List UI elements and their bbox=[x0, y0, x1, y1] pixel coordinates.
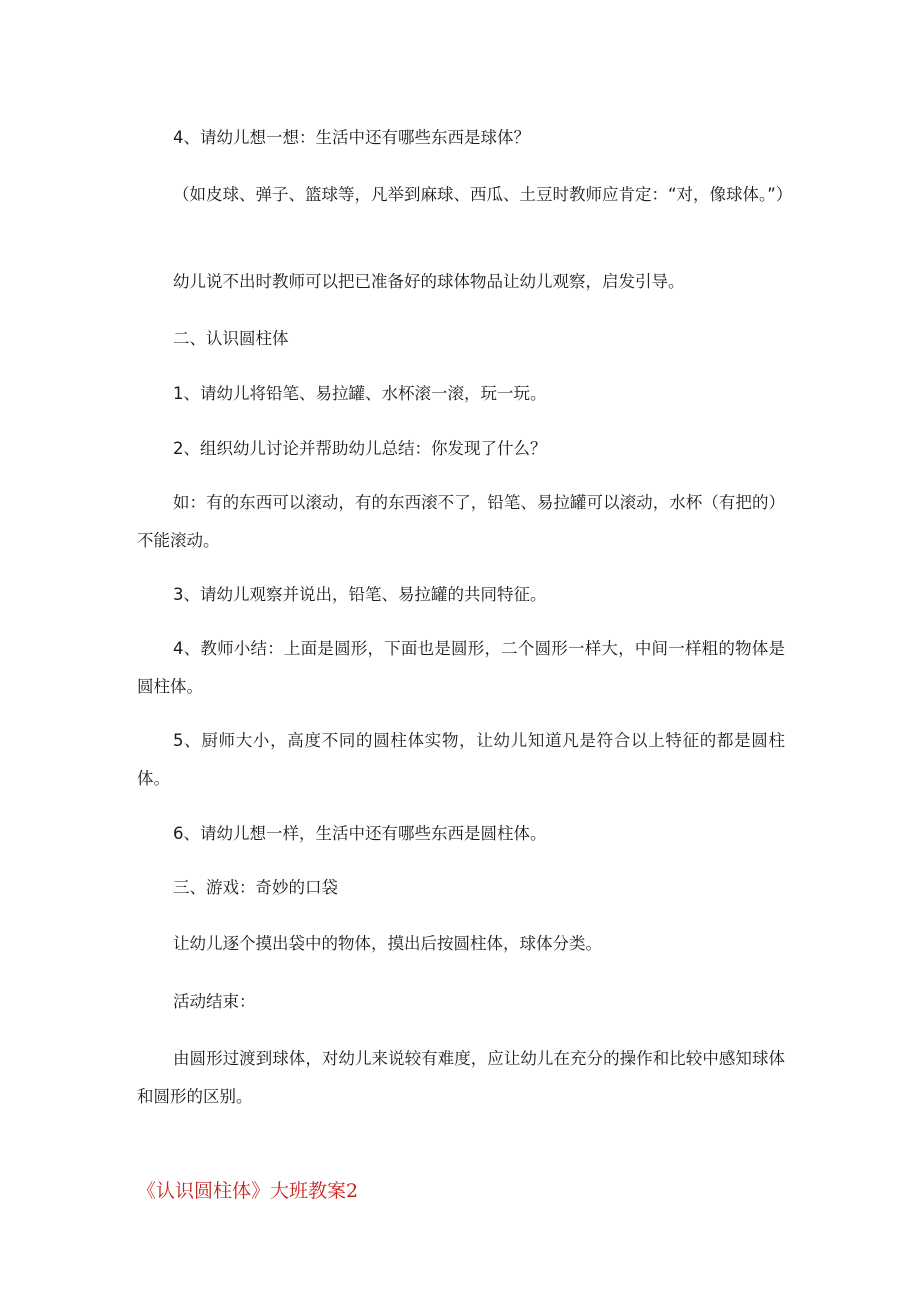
paragraph-step-3: 3、请幼儿观察并说出，铅笔、易拉罐的共同特征。 bbox=[173, 585, 547, 604]
paragraph-step-6: 6、请幼儿想一样，生活中还有哪些东西是圆柱体。 bbox=[173, 824, 547, 843]
paragraph-step-1: 1、请幼儿将铅笔、易拉罐、水杯滚一滚，玩一玩。 bbox=[173, 384, 547, 403]
paragraph-rolling-example: 如：有的东西可以滚动，有的东西滚不了，铅笔、易拉罐可以滚动，水杯（有把的）不能滚动。 bbox=[137, 493, 785, 550]
paragraph-teacher-guidance: 幼儿说不出时教师可以把已准备好的球体物品让幼儿观察，启发引导。 bbox=[173, 272, 685, 291]
activity-end-label: 活动结束： bbox=[173, 992, 256, 1011]
section-heading-cylinder: 二、认识圆柱体 bbox=[173, 329, 289, 348]
section-heading-game: 三、游戏：奇妙的口袋 bbox=[173, 878, 338, 897]
paragraph-step-4: 4、教师小结：上面是圆形，下面也是圆形，二个圆形一样大，中间一样粗的物体是圆柱体。 bbox=[137, 639, 785, 696]
paragraph-sphere-examples: （如皮球、弹子、篮球等，凡举到麻球、西瓜、土豆时教师应肯定：“对，像球体。”） bbox=[173, 185, 793, 204]
next-lesson-title: 《认识圆柱体》大班教案2 bbox=[137, 1180, 359, 1202]
paragraph-activity-reflection: 由圆形过渡到球体，对幼儿来说较有难度，应让幼儿在充分的操作和比较中感知球体和圆形的区别。 bbox=[137, 1049, 785, 1106]
paragraph-step-5: 5、厨师大小，高度不同的圆柱体实物，让幼儿知道凡是符合以上特征的都是圆柱体。 bbox=[137, 731, 785, 788]
paragraph-step-2: 2、组织幼儿讨论并帮助幼儿总结：你发现了什么？ bbox=[173, 439, 547, 458]
paragraph-game-instructions: 让幼儿逐个摸出袋中的物体，摸出后按圆柱体，球体分类。 bbox=[173, 934, 602, 953]
paragraph-question-sphere: 4、请幼儿想一想：生活中还有哪些东西是球体？ bbox=[173, 128, 530, 147]
